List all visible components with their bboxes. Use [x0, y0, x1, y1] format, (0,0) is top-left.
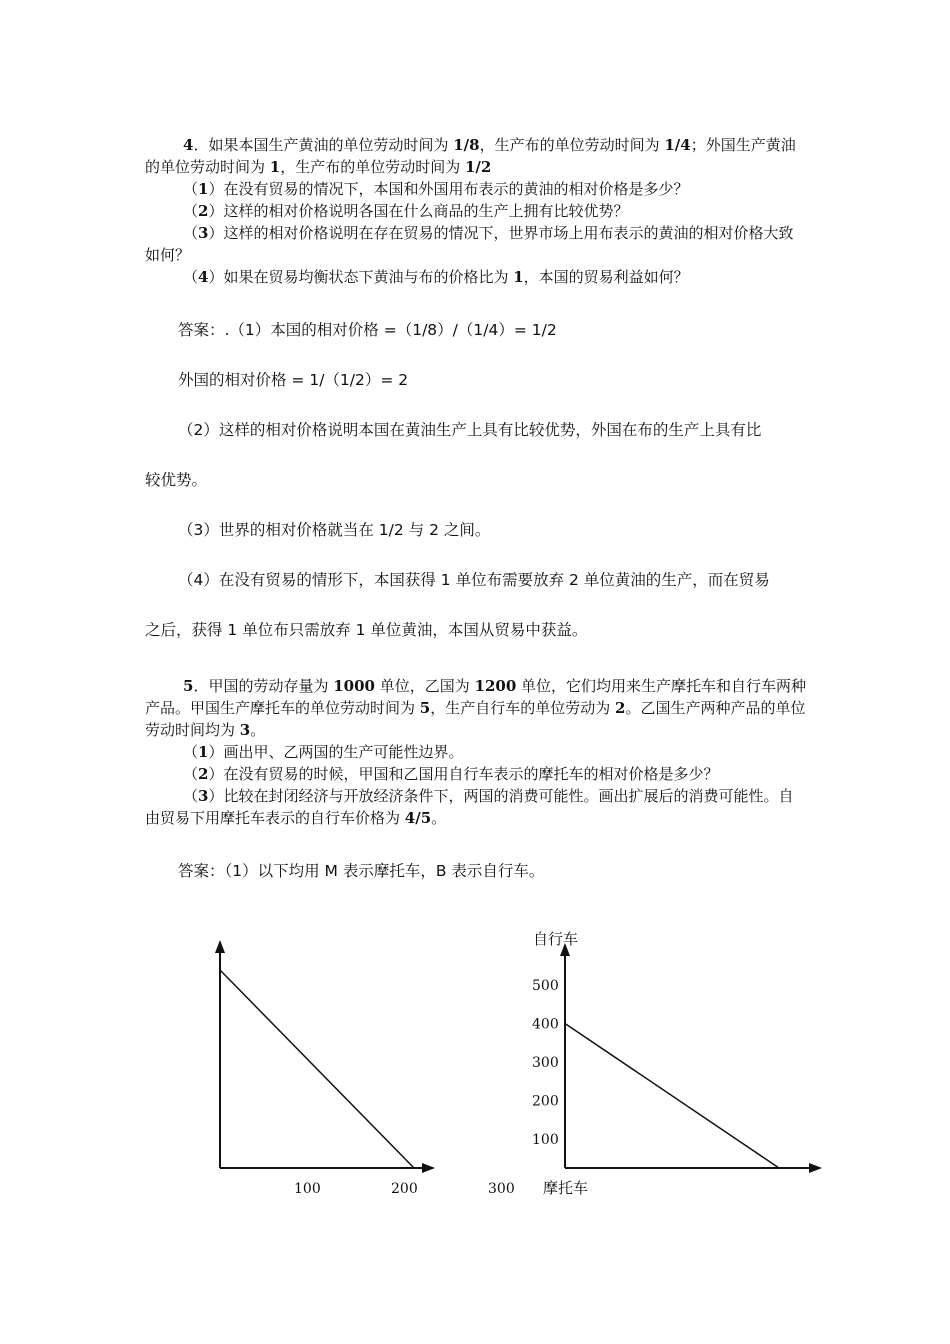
y-axis-arrow	[215, 940, 225, 953]
x-axis-arrow	[809, 1163, 822, 1173]
answer-4-line-6: （4）在没有贸易的情形下，本国获得 1 单位布需要放弃 2 单位黄油的生产，而在贸易	[178, 571, 770, 589]
question-4-part-4: （4）如果在贸易均衡状态下黄油与布的价格比为 1，本国的贸易利益如何？	[183, 268, 689, 286]
x-axis-label: 摩托车	[543, 1179, 589, 1197]
answer-4-line-5: （3）世界的相对价格就当在 1/2 与 2 之间。	[178, 521, 491, 539]
x-tick-label: 200	[391, 1181, 418, 1197]
x-axis-arrow	[422, 1163, 435, 1173]
question-5-part-2: （2）在没有贸易的时候，甲国和乙国用自行车表示的摩托车的相对价格是多少？	[183, 765, 719, 783]
answer-4-line-3: （2）这样的相对价格说明本国在黄油生产上具有比较优势，外国在布的生产上具有比	[178, 421, 762, 439]
question-4-part-3: （3）这样的相对价格说明在存在贸易的情况下，世界市场上用布表示的黄油的相对价格大致如何？	[145, 224, 794, 264]
question-4-part-2: （2）这样的相对价格说明各国在什么商品的生产上拥有比较优势？	[183, 202, 629, 220]
question-4	[145, 134, 807, 288]
y-tick-label: 100	[532, 1132, 559, 1148]
question-5-part-1: （1）画出甲、乙两国的生产可能性边界。	[183, 743, 464, 761]
question-4-part-1: （1）在没有贸易的情况下，本国和外国用布表示的黄油的相对价格是多少？	[183, 180, 689, 198]
x-tick-label: 100	[294, 1181, 321, 1197]
y-tick-label: 300	[532, 1055, 559, 1071]
ppf-line	[220, 970, 414, 1168]
question-number: 4	[183, 136, 194, 154]
question-number: 5	[183, 677, 194, 695]
question-5-stem: 5．甲国的劳动存量为 1000 单位，乙国为 1200 单位，它们均用来生产摩托车和自行车两种产品。甲国生产摩托车的单位劳动时间为 5，生产自行车的单位劳动为 2。乙国生产两种产品的单位劳动时间均为 3。	[145, 677, 807, 739]
question-5	[145, 675, 807, 829]
ppf-line	[565, 1024, 779, 1169]
y-axis-label: 自行车	[533, 930, 579, 948]
y-tick-label: 400	[532, 1016, 559, 1033]
answer-4-line-2: 外国的相对价格 = 1/（1/2）= 2	[178, 371, 409, 389]
answer-5-line-1: 答案：（1）以下均用 M 表示摩托车，B 表示自行车。	[178, 862, 545, 880]
answer-4-line-7: 之后，获得 1 单位布只需放弃 1 单位黄油，本国从贸易中获益。	[145, 621, 588, 639]
y-tick-label: 500	[532, 978, 559, 994]
question-5-part-3: （3）比较在封闭经济与开放经济条件下，两国的消费可能性。画出扩展后的消费可能性。自由贸易下用摩托车表示的自行车价格为 4/5。	[145, 787, 794, 827]
answer-4-line-1: 答案：.（1）本国的相对价格 =（1/8）/（1/4）= 1/2	[178, 321, 557, 339]
y-tick-label: 200	[532, 1093, 559, 1110]
ppf-chart-right	[525, 925, 835, 1205]
x-tick-label: 300	[488, 1181, 515, 1197]
question-4-stem: 4．如果本国生产黄油的单位劳动时间为 1/8，生产布的单位劳动时间为 1/4；外国生产黄油的单位劳动时间为 1，生产布的单位劳动时间为 1/2	[145, 136, 796, 176]
answer-4-line-4: 较优势。	[145, 471, 208, 489]
